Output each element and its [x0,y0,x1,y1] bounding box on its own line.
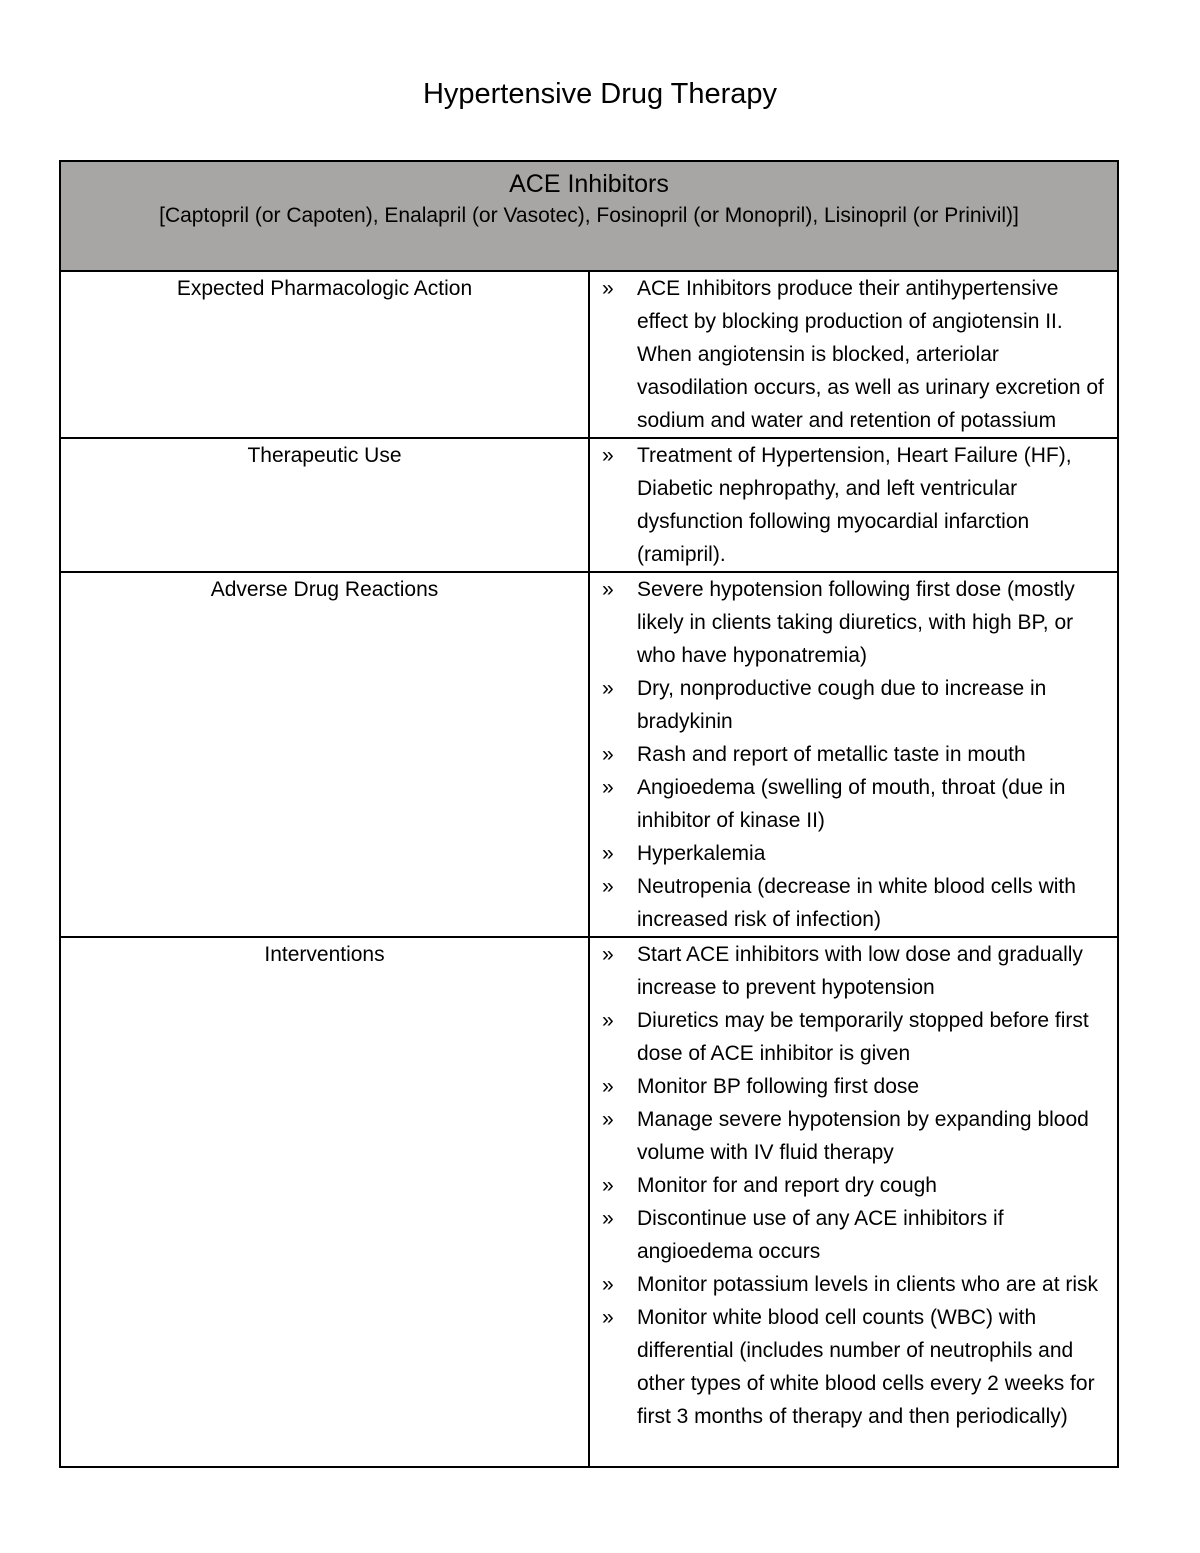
bullet-chevron-icon: » [602,1108,614,1131]
bullet-chevron-icon: » [602,842,614,865]
row-label-cell [60,438,589,572]
row-label: Interventions [264,943,385,966]
bullet-chevron-icon: » [602,677,614,700]
bullet-list [590,573,1117,936]
drug-class-name: ACE Inhibitors [509,170,669,198]
bullet-chevron-icon: » [602,1273,614,1296]
row-label-cell [60,271,589,438]
list-item: » Angioedema (swelling of mouth, throat (due in inhibitor of kinase II) [590,771,1117,837]
list-item: » Rash and report of metallic taste in mouth [590,738,1117,771]
table-row [60,572,1118,937]
bullet-chevron-icon: » [602,277,614,300]
list-item: » Treatment of Hypertension, Heart Failure (HF), Diabetic nephropathy, and left ventricular dysfunction following myocardial infarction (ramipril). [590,439,1117,571]
list-item: » Dry, nonproductive cough due to increase in bradykinin [590,672,1117,738]
row-label: Therapeutic Use [247,444,402,467]
bullet-chevron-icon: » [602,1306,614,1329]
list-item: » Start ACE inhibitors with low dose and gradually increase to prevent hypotension [590,938,1117,1004]
bullet-chevron-icon: » [602,444,614,467]
row-label-cell [60,937,589,1467]
list-item: » Monitor potassium levels in clients who are at risk [590,1268,1117,1301]
bullet-chevron-icon: » [602,1207,614,1230]
bullet-chevron-icon: » [602,578,614,601]
bullet-chevron-icon: » [602,1009,614,1032]
bullet-list [590,272,1117,437]
drug-class-header [60,161,1118,271]
list-item: » Hyperkalemia [590,837,1117,870]
row-label-cell [60,572,589,937]
table-row [60,271,1118,438]
row-label: Adverse Drug Reactions [210,578,439,601]
list-item: » Discontinue use of any ACE inhibitors if angioedema occurs [590,1202,1117,1268]
list-item: » Severe hypotension following first dose (mostly likely in clients taking diuretics, with high BP, or who have hyponatremia) [590,573,1117,672]
table-row [60,438,1118,572]
bullet-list [590,439,1117,571]
bullet-list [590,938,1117,1433]
list-item: » Manage severe hypotension by expanding blood volume with IV fluid therapy [590,1103,1117,1169]
list-item: » Neutropenia (decrease in white blood cells with increased risk of infection) [590,870,1117,936]
table-row [60,937,1118,1467]
row-content-cell [589,572,1118,937]
bullet-chevron-icon: » [602,743,614,766]
list-item: » Monitor for and report dry cough [590,1169,1117,1202]
list-item: » Diuretics may be temporarily stopped before first dose of ACE inhibitor is given [590,1004,1117,1070]
bullet-chevron-icon: » [602,1174,614,1197]
table-header-row [60,161,1118,271]
row-content-cell [589,937,1118,1467]
row-content-cell [589,438,1118,572]
list-item: » ACE Inhibitors produce their antihypertensive effect by blocking production of angiotensin II. When angiotensin is blocked, arteriolar vasodilation occurs, as well as urinary excretion of sodium and water and retention of potassium [590,272,1117,437]
bullet-chevron-icon: » [602,776,614,799]
row-content-cell [589,271,1118,438]
bullet-chevron-icon: » [602,875,614,898]
row-label: Expected Pharmacologic Action [176,277,473,300]
list-item: » Monitor white blood cell counts (WBC) with differential (includes number of neutrophils and other types of white blood cells every 2 weeks for first 3 months of therapy and then periodically) [590,1301,1117,1433]
bullet-chevron-icon: » [602,1075,614,1098]
bullet-chevron-icon: » [602,943,614,966]
document-title: Hypertensive Drug Therapy [422,78,778,110]
drug-names-list: [Captopril (or Capoten), Enalapril (or Vasotec), Fosinopril (or Monopril), Lisinopril (or Prinivil)] [159,204,1019,227]
drug-therapy-table [59,160,1119,1468]
list-item: » Monitor BP following first dose [590,1070,1117,1103]
